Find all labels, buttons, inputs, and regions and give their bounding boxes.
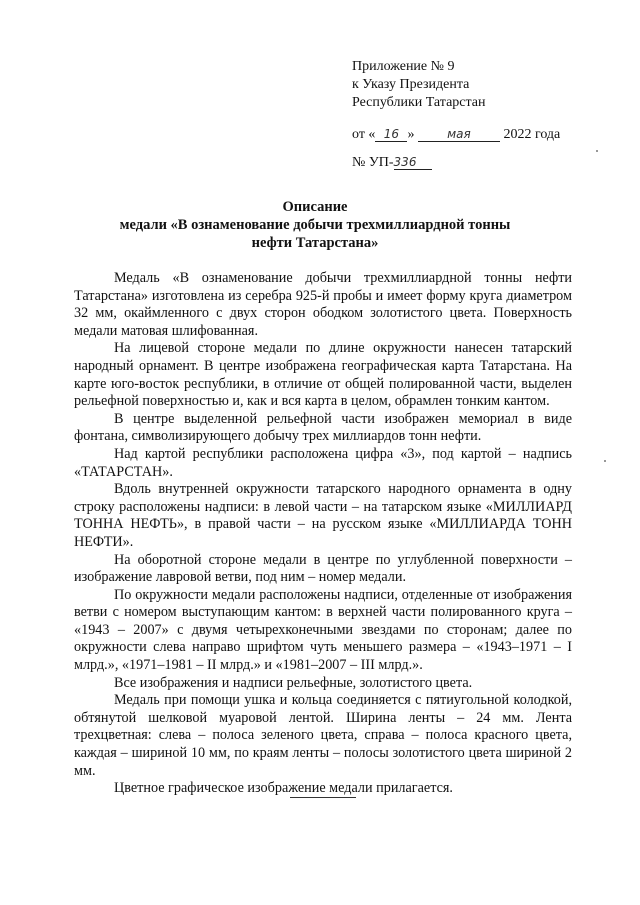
body-paragraph: Медаль «В ознаменование добычи трехмиллиардной тонны нефти Татарстана» изготовлена из серебра 925-й пробы и имеет форму круга диаметром 32 мм, окаймленного с двух сторон ободком золотистого цвета. Поверхность медали матовая шлифованная.: [74, 270, 572, 339]
decree-date: [352, 126, 612, 144]
body-paragraph: Над картой республики расположена цифра «3», под картой – надпись «ТАТАРСТАН».: [74, 445, 572, 480]
body-paragraph: На лицевой стороне медали по длине окружности нанесен татарский народный орнамент. В центре изображена географическая карта Татарстана. На карте юго-восток республики, в отличие от общей полированной части, выделен рельефной поверхностью и, как и вся карта в целом, обрамлен тонким кантом.: [74, 340, 572, 410]
appendix-number: Приложение № 9: [352, 59, 455, 74]
title-line-1: Описание: [282, 199, 348, 215]
body-paragraph: По окружности медали расположены надписи, отделенные от изображения ветви с номером выступающим кантом: в верхней части полированного круга – «1943 – 2007» с двумя четырехконечными звездами по сторонам; далее по окружности слева направо шрифтом чуть меньшего размера – «1943–1971 – I млрд.», «1971–1981 – II млрд.» и «1981–2007 – III млрд.».: [74, 586, 572, 674]
scan-speck: [596, 150, 598, 152]
appendix-republic: Республики Татарстан: [352, 95, 486, 110]
closing-separator-line: [290, 797, 356, 798]
decree-number-prefix: № УП-: [352, 155, 394, 170]
title-line-3: нефти Татарстана»: [251, 235, 379, 251]
date-year: 2022 года: [499, 127, 561, 142]
decree-number: [352, 154, 612, 172]
appendix-header: [352, 58, 612, 172]
appendix-decree-ref: к Указу Президента: [352, 77, 470, 92]
document-title: [60, 198, 570, 252]
date-mid: »: [407, 127, 415, 142]
body-paragraph: В центре выделенной рельефной части изображен мемориал в виде фонтана, символизирующего добычу трех миллиардов тонн нефти.: [74, 410, 572, 445]
date-prefix: от «: [352, 127, 376, 142]
date-month-handwritten: мая: [418, 127, 500, 142]
body-paragraph: Вдоль внутренней окружности татарского народного орнамента в одну строку расположены надписи: в левой части – на татарском языке «МИЛЛИАРД ТОННА НЕФТЬ», в правой части – на русском языке «МИЛЛИАРДА ТОНН НЕФТИ».: [74, 481, 572, 550]
body-paragraph: На оборотной стороне медали в центре по углубленной поверхности – изображение лавровой ветви, под ним – номер медали.: [74, 551, 572, 586]
body-paragraph: Все изображения и надписи рельефные, золотистого цвета.: [114, 674, 473, 691]
date-day-handwritten: 16: [375, 127, 407, 142]
body-paragraph: Цветное графическое изображение медали прилагается.: [114, 780, 453, 797]
decree-number-handwritten: 336: [394, 155, 432, 170]
body-paragraph: Медаль при помощи ушка и кольца соединяется с пятиугольной колодкой, обтянутой шелковой муаровой лентой. Ширина ленты – 24 мм. Лента трехцветная: слева – полоса зеленого цвета, справа – полоса красного цвета, каждая – шириной 10 мм, по краям ленты – полосы золотистого цвета шириной 2 мм.: [74, 692, 572, 779]
scan-speck: [604, 460, 606, 462]
document-body: [74, 270, 572, 798]
title-line-2: медали «В ознаменование добычи трехмиллиардной тонны: [119, 217, 511, 233]
